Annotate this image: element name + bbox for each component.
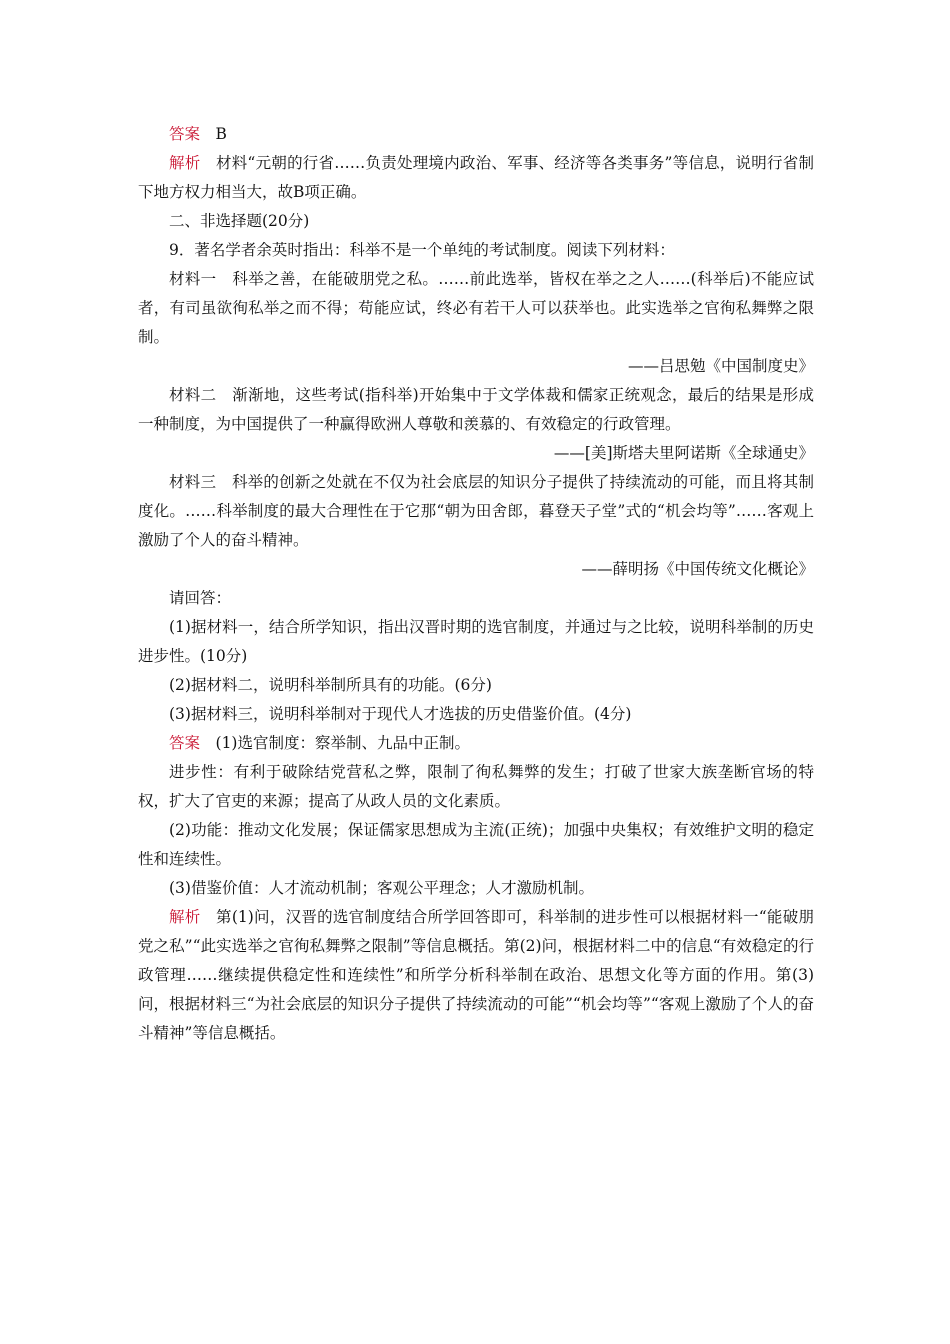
question-stem: 9．著名学者余英时指出：科举不是一个单纯的考试制度。阅读下列材料： <box>169 241 675 259</box>
material-1-source: ——吕思勉《中国制度史》 <box>627 357 814 375</box>
material-3: 材料三 科举的创新之处就在不仅为社会底层的知识分子提供了持续流动的可能，而且将其制度化。……科举制度的最大合理性在于它那“朝为田舍郎，暮登天子堂”式的“机会均等”……客观上激励了个人的奋斗精神。 <box>138 473 814 549</box>
answer-label: 答案 <box>169 125 201 143</box>
analysis-text: 材料“元朝的行省……负责处理境内政治、军事、经济等各类事务”等信息，说明行省制下地方权力相当大，故B项正确。 <box>138 154 814 201</box>
material-2: 材料二 渐渐地，这些考试(指科举)开始集中于文学体裁和儒家正统观念，最后的结果是形成一种制度，为中国提供了一种赢得欧洲人尊敬和羡慕的、有效稳定的行政管理。 <box>138 386 814 433</box>
section-heading: 二、非选择题(20分) <box>169 212 310 230</box>
sub-question-3: (3)据材料三，说明科举制对于现代人才选拔的历史借鉴价值。(4分) <box>169 705 632 723</box>
answer-text-1: (1)选官制度：察举制、九品中正制。 <box>215 734 470 752</box>
question-prompt: 请回答： <box>169 589 232 607</box>
prev-analysis <box>138 149 814 207</box>
material-2-source: ——[美]斯塔夫里阿诺斯《全球通史》 <box>553 444 814 462</box>
sub-question-1: (1)据材料一，结合所学知识，指出汉晋时期的选官制度，并通过与之比较，说明科举制的历史进步性。(10分) <box>138 618 814 665</box>
analysis-label: 解析 <box>169 154 201 172</box>
analysis-label: 解析 <box>169 908 201 926</box>
answer-label: 答案 <box>169 734 201 752</box>
material-1: 材料一 科举之善，在能破朋党之私。……前此选举，皆权在举之之人……(科举后)不能应试者，有司虽欲徇私举之而不得；苟能应试，终必有若干人可以获举也。此实选举之官徇私舞弊之限制。 <box>138 270 814 346</box>
answer-value: B <box>215 125 227 143</box>
answer-line-3: (2)功能：推动文化发展；保证儒家思想成为主流(正统)；加强中央集权；有效维护文明的稳定性和连续性。 <box>138 821 814 868</box>
material-3-source: ——薛明扬《中国传统文化概论》 <box>581 560 814 578</box>
sub-question-2: (2)据材料二，说明科举制所具有的功能。(6分) <box>169 676 492 694</box>
analysis-text: 第(1)问，汉晋的选官制度结合所学回答即可，科举制的进步性可以根据材料一“能破朋党之私”“此实选举之官徇私舞弊之限制”等信息概括。第(2)问，根据材料二中的信息“有效稳定的行政管理……继续提供稳定性和连续性”和所学分析科举制在政治、思想文化等方面的作用。第(3)问，根据材料三“为社会底层的知识分子提供了持续流动的可能”“机会均等”“客观上激励了个人的奋斗精神”等信息概括。 <box>138 908 814 1042</box>
answer-line-2: 进步性：有利于破除结党营私之弊，限制了徇私舞弊的发生；打破了世家大族垄断官场的特权，扩大了官吏的来源；提高了从政人员的文化素质。 <box>138 763 814 810</box>
prev-answer-line <box>138 120 814 149</box>
answer-line-4: (3)借鉴价值：人才流动机制；客观公平理念；人才激励机制。 <box>169 879 594 897</box>
document-page <box>138 120 814 1048</box>
analysis-paragraph <box>138 903 814 1048</box>
answer-line-1 <box>138 729 814 758</box>
